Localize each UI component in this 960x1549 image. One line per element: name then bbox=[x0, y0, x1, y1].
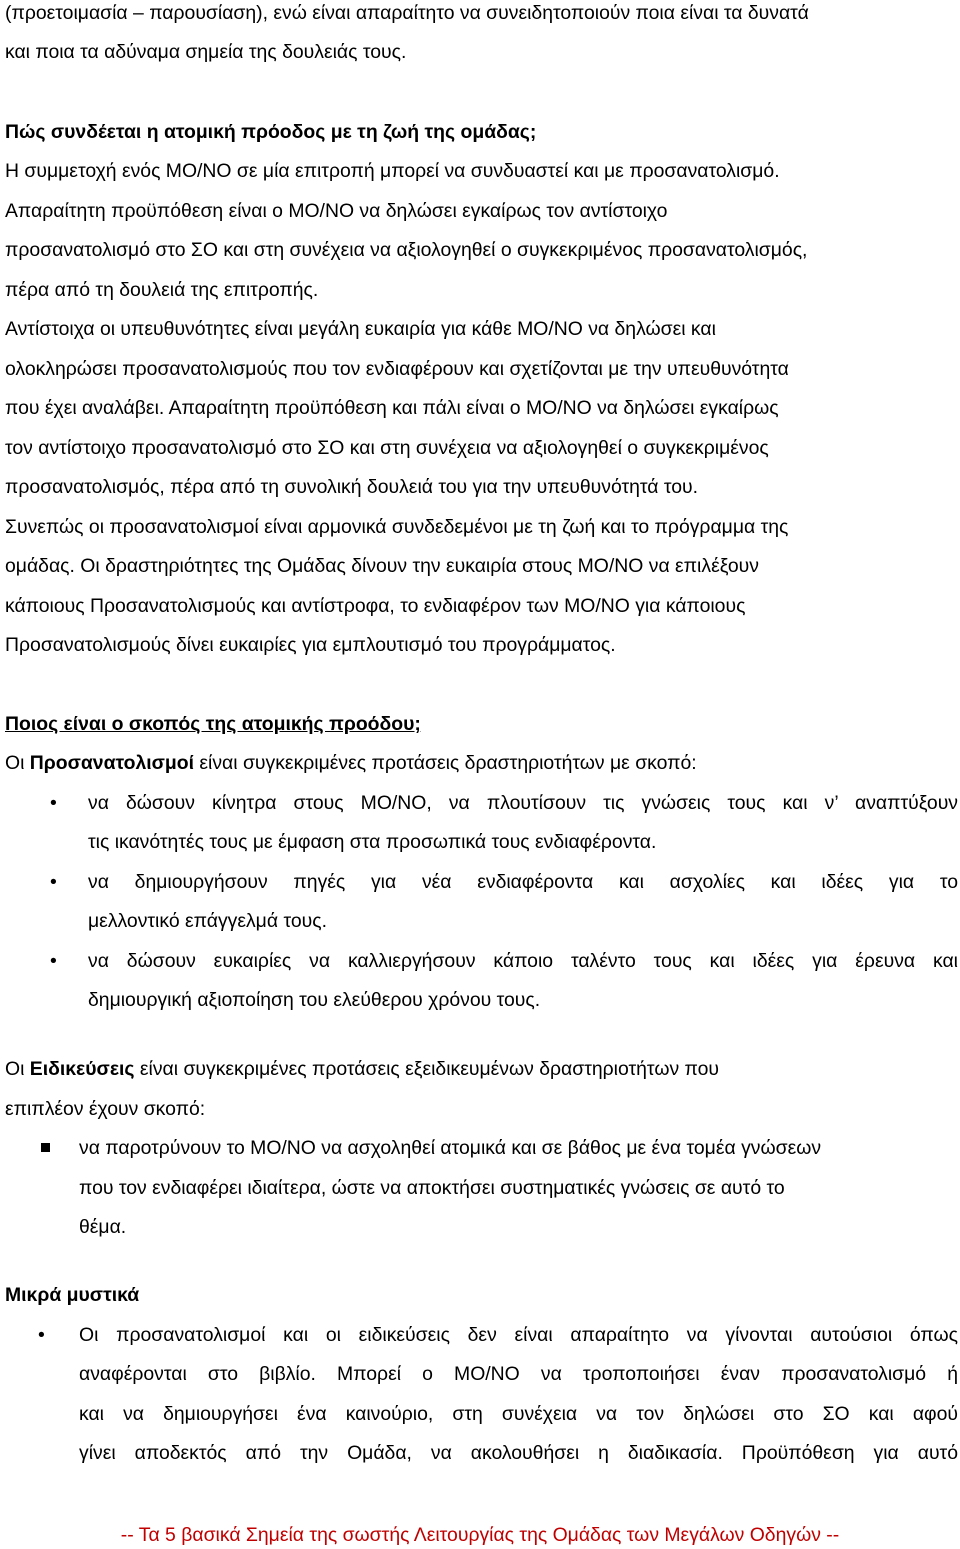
paragraph-line: ομάδας. Οι δραστηριότητες της Ομάδας δίνουν την ευκαιρία στους ΜΟ/ΝΟ να επιλέξουν bbox=[5, 555, 759, 577]
page-footer: -- Τα 5 βασικά Σημεία της σωστής Λειτουργίας της Ομάδας των Μεγάλων Οδηγών -- bbox=[120, 1524, 840, 1546]
intro-prefix: Οι bbox=[5, 752, 30, 774]
paragraph-line: και ποια τα αδύναμα σημεία της δουλειάς τους. bbox=[5, 41, 407, 63]
list-item-line: να δώσουν κίνητρα στους ΜΟ/ΝΟ, να πλουτίσουν τις γνώσεις τους και ν’ αναπτύξουν bbox=[88, 792, 958, 814]
intro-suffix: είναι συγκεκριμένες προτάσεις δραστηριοτήτων με σκοπό: bbox=[194, 752, 697, 774]
paragraph-line: που έχει αναλάβει. Απαραίτητη προϋπόθεση και πάλι είναι ο ΜΟ/ΝΟ να δηλώσει εγκαίρως bbox=[5, 397, 779, 419]
intro-suffix: είναι συγκεκριμένες προτάσεις εξειδικευμένων δραστηριοτήτων που bbox=[134, 1058, 720, 1080]
list-item-line: να παροτρύνουν το ΜΟ/ΝΟ να ασχοληθεί ατομικά και σε βάθος με ένα τομέα γνώσεων bbox=[79, 1137, 822, 1159]
paragraph-line: πέρα από τη δουλειά της επιτροπής. bbox=[5, 279, 319, 301]
bullet-dot: • bbox=[38, 1324, 45, 1346]
list-item-line: αναφέρονται στο βιβλίο. Μπορεί ο ΜΟ/ΝΟ να τροποποιήσει έναν προσανατολισμό ή bbox=[79, 1363, 958, 1385]
list-item-line: θέμα. bbox=[79, 1216, 127, 1238]
paragraph-line: επιπλέον έχουν σκοπό: bbox=[5, 1098, 206, 1120]
paragraph-line: ολοκληρώσει προσανατολισμούς που τον ενδιαφέρουν και σχετίζονται με την υπευθυνότητα bbox=[5, 358, 789, 380]
paragraph-line: Απαραίτητη προϋπόθεση είναι ο ΜΟ/ΝΟ να δηλώσει εγκαίρως τον αντίστοιχο bbox=[5, 200, 668, 222]
intro-bold-term: Προσανατολισμοί bbox=[29, 752, 195, 774]
list-item-line: να δώσουν ευκαιρίες να καλλιεργήσουν κάποιο ταλέντο τους και ιδέες για έρευνα και bbox=[88, 950, 958, 972]
paragraph-line bbox=[5, 752, 697, 774]
paragraph-line: Η συμμετοχή ενός ΜΟ/ΝΟ σε μία επιτροπή μπορεί να συνδυαστεί και με προσανατολισμό. bbox=[5, 160, 780, 182]
section-heading: Μικρά μυστικά bbox=[5, 1284, 140, 1306]
section-heading: Πώς συνδέεται η ατομική πρόοδος με τη ζωή της ομάδας; bbox=[5, 121, 537, 143]
paragraph-line: Συνεπώς οι προσανατολισμοί είναι αρμονικά συνδεδεμένοι με τη ζωή και το πρόγραμμα της bbox=[5, 516, 789, 538]
bullet-dot: • bbox=[50, 871, 57, 893]
paragraph-line: κάποιους Προσανατολισμούς και αντίστροφα, το ενδιαφέρον των ΜΟ/ΝΟ για κάποιους bbox=[5, 595, 746, 617]
paragraph-line: Αντίστοιχα οι υπευθυνότητες είναι μεγάλη ευκαιρία για κάθε ΜΟ/ΝΟ να δηλώσει και bbox=[5, 318, 716, 340]
list-item-line: δημιουργική αξιοποίηση του ελεύθερου χρόνου τους. bbox=[88, 989, 541, 1011]
intro-prefix: Οι bbox=[5, 1058, 30, 1080]
paragraph-line bbox=[5, 1058, 719, 1080]
list-item-line: γίνει αποδεκτός από την Ομάδα, να ακολουθήσει η διαδικασία. Προϋπόθεση για αυτό bbox=[79, 1442, 958, 1464]
list-item-line: μελλοντικό επάγγελμά τους. bbox=[88, 910, 327, 932]
bullet-dot: • bbox=[50, 792, 57, 814]
list-item-line: και να δημιουργήσει ένα καινούριο, στη συνέχεια να τον δηλώσει στο ΣΟ και αφού bbox=[79, 1403, 958, 1425]
paragraph-line: Προσανατολισμούς δίνει ευκαιρίες για εμπλουτισμό του προγράμματος. bbox=[5, 634, 616, 656]
square-bullet bbox=[41, 1143, 50, 1152]
bullet-dot: • bbox=[50, 950, 57, 972]
paragraph-line: τον αντίστοιχο προσανατολισμό στο ΣΟ και στη συνέχεια να αξιολογηθεί ο συγκεκριμένος bbox=[5, 437, 769, 459]
paragraph-line: προσανατολισμός, πέρα από τη συνολική δουλειά του για την υπευθυνότητά του. bbox=[5, 476, 699, 498]
paragraph-line: (προετοιμασία – παρουσίαση), ενώ είναι απαραίτητο να συνειδητοποιούν ποια είναι τα δυνατά bbox=[5, 2, 809, 24]
intro-bold-term: Ειδικεύσεις bbox=[29, 1058, 135, 1080]
paragraph-line: προσανατολισμό στο ΣΟ και στη συνέχεια να αξιολογηθεί ο συγκεκριμένος προσανατολισμός, bbox=[5, 239, 808, 261]
list-item-line: που τον ενδιαφέρει ιδιαίτερα, ώστε να αποκτήσει συστηματικές γνώσεις σε αυτό το bbox=[79, 1177, 785, 1199]
list-item-line: να δημιουργήσουν πηγές για νέα ενδιαφέροντα και ασχολίες και ιδέες για το bbox=[88, 871, 958, 893]
section-heading: Ποιος είναι ο σκοπός της ατομικής προόδου; bbox=[5, 713, 421, 735]
list-item-line: τις ικανότητές τους με έμφαση στα προσωπικά τους ενδιαφέροντα. bbox=[88, 831, 657, 853]
list-item-line: Οι προσανατολισμοί και οι ειδικεύσεις δεν είναι απαραίτητο να γίνονται αυτούσιοι όπως bbox=[79, 1324, 958, 1346]
